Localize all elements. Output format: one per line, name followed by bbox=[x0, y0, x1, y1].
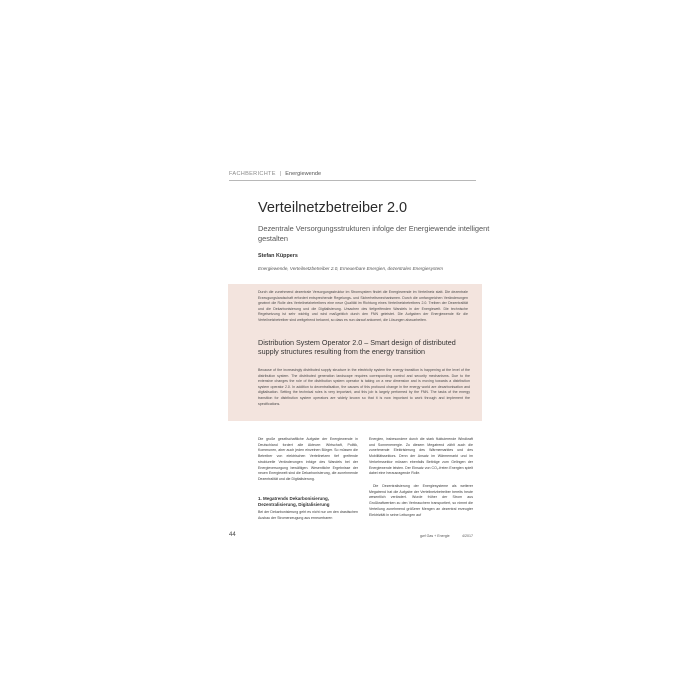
article-subtitle: Dezentrale Versorgungsstrukturen infolge der Energiewende intelligent gestalten bbox=[258, 224, 490, 243]
article-keywords: Energiewende, Verteilnetzbetreiber 2.0, Erneuerbare Energien, dezentrales Energiesystem bbox=[258, 266, 443, 271]
section-header bbox=[229, 171, 321, 177]
issue-number: 4/2017 bbox=[462, 534, 473, 538]
abstract-german: Durch die zunehmend dezentrale Versorgungsstruktur im Stromsystem findet die Energiewende im Verteilnetz statt. Die dezentrale Erzeugungslandschaft erfordert entsprechende Regelungs- und Sicherheitsmechanismen. Durch die umfangreichen Veränderungen gewinnt die Rolle des Verteilnetzbetreibers eine neue Qualität im Richtung eines Verteilnetzbetreibers 2.0. Treiben der Dezentralität und die Dekarbonisierung und die Digitalisierung. Ursachen des tiefgreifenden Wandels in der Energiewelt. Die technische Regelsetzung ist sehr wichtig und wird maßgeblich durch den FNN geleistet. Die Aufgaben der Energiewende für die Verteilnetzbetreiber sind weitgehend bekannt, so dass es nun darauf ankommt, die Lösungen abzuarbeiten. bbox=[258, 290, 468, 322]
body-paragraph: Die Dezentralisierung der Energiesysteme als weiterer Megatrend hat die Aufgabe der Verteilnetzbetreiber bereits heute wesentlich verändert. Wurde früher der Strom aus Großkraftwerken zu den Verbrauchern transportiert, so nimmt die Verteilung zunehmend größerer Mengen an dezentral erzeugter Elektrizität in seine Leitungen auf bbox=[369, 484, 473, 517]
body-paragraph: Bei der Dekarbonisierung geht es nicht nur um den drastischen Ausbau der Stromerzeugung aus erneuerbaren bbox=[258, 510, 358, 520]
section-label: FACHBERICHTE bbox=[229, 171, 276, 177]
body-left-column bbox=[258, 437, 358, 483]
page-number: 44 bbox=[229, 532, 236, 538]
subsection-label: Energiewende bbox=[285, 171, 322, 177]
section-heading: 1. Megatrends Dekarbonisierung, Dezentralisierung, Digitalisierung bbox=[258, 496, 330, 507]
body-left-column-continued bbox=[258, 510, 358, 521]
body-right-column-continued bbox=[369, 484, 473, 518]
body-paragraph: Energien, insbesondere durch die stark fluktuierende Windkraft und Sonnenenergie. Zu diesem Megatrend zählt auch die zunehmende Elektrisierung des Wärmemarktes und des Mobilitätssektors. Denn der Ansatz im Wärmemarkt und im Verkehrssektor müssen ebenfalls Beiträge zum Gelingen der Energiewende leisten. Der Einsatz von CO₂-freien Energien spielt dabei eine herausragende Rolle. bbox=[369, 437, 473, 476]
abstract-english: Because of the increasingly distributed supply structure in the electricity system the energy transition is happening at the level of the distribution system. The distributed generation landscape requires corresponding control and security mechanisms. Due to the extensive changes the role of the distribution system operator is taking on a new dimension and is moving towards a distribution system operator 2.0. In addition to decentralisation, the causes of this profound change in the energy world are decarbonisation and digitalisation. Setting the technical rules is very important, and this job is largely performed by the FNN. The tasks of the energy transition for distribution system operators are widely known so that it is now important to work through and implement the specifications. bbox=[258, 368, 470, 406]
body-paragraph: Die große gesellschaftliche Aufgabe der Energiewende in Deutschland fordert alle Akteure: Wirtschaft, Politik, Kommunen, aber auch jeden einzelnen Bürger. So müssen die Betreiber von elektrischen Verteilnetzen tief greifende strukturelle Veränderungen infolge des Wandels bei der Energieversorgung bewältigen. Wesentliche Ergebnisse der neuen Energiewelt sind die Dekarbonisierung, die zunehmende Dezentralität und die Digitalisierung. bbox=[258, 437, 358, 481]
article-title: Verteilnetzbetreiber 2.0 bbox=[258, 200, 408, 216]
article-author: Stefan Küppers bbox=[258, 253, 298, 259]
section-separator: | bbox=[279, 171, 282, 177]
publication-name: gwf Gas + Energie bbox=[420, 534, 450, 538]
english-title: Distribution System Operator 2.0 – Smart design of distributed supply structures resulting from the energy transition bbox=[258, 338, 456, 357]
header-divider bbox=[229, 180, 476, 181]
body-right-column bbox=[369, 437, 473, 477]
